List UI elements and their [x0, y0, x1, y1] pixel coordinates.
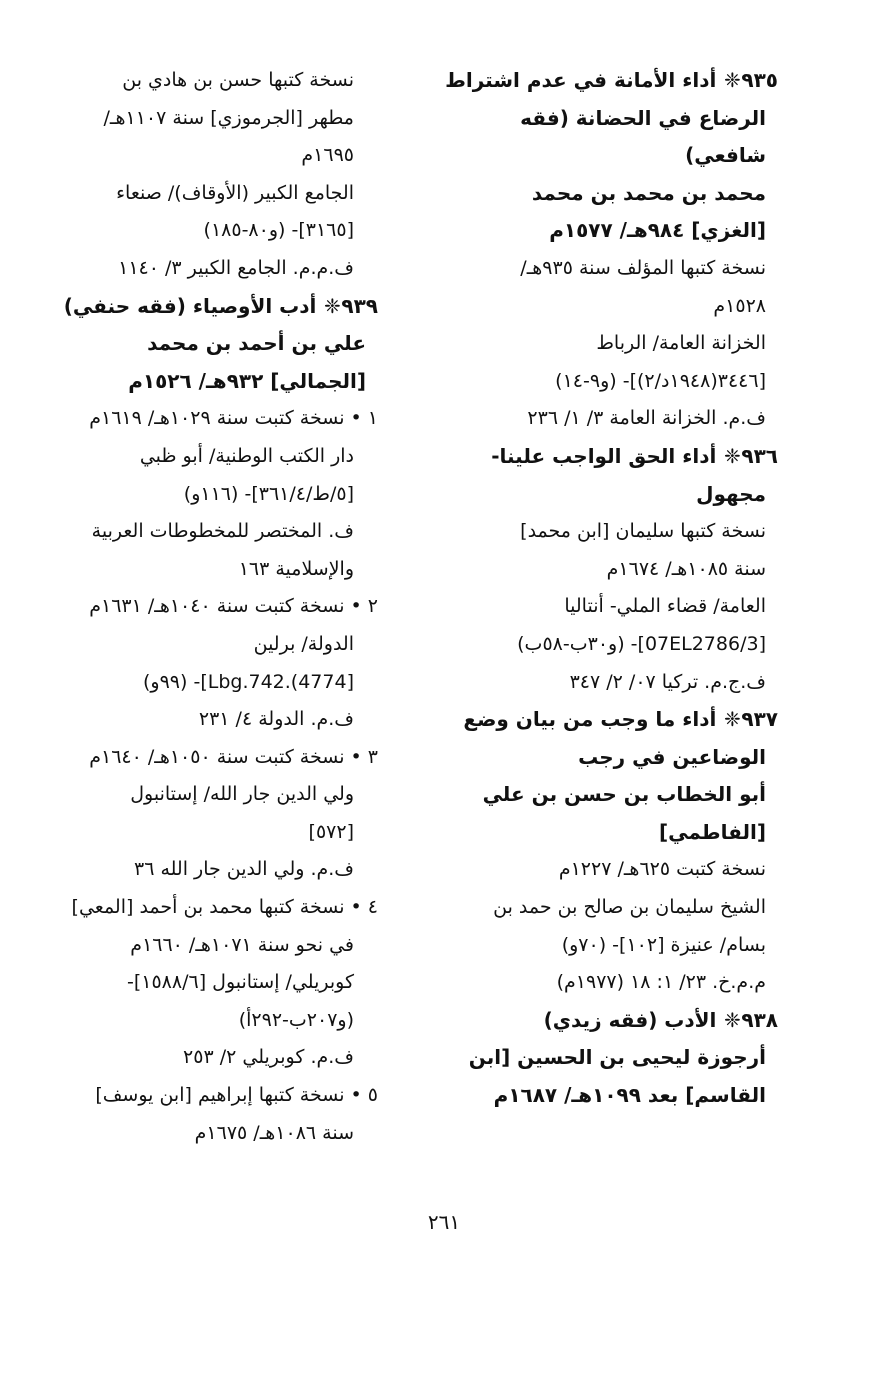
entry-line: [43, 814, 378, 852]
line-text: دار الكتب الوطنية/ أبو ظبي: [139, 444, 354, 467]
entry-line: [408, 212, 778, 250]
line-text: مطهر [الجرموزي] سنة ١١٠٧هـ/: [103, 106, 354, 129]
star-icon: ❈: [723, 443, 741, 468]
page-number: ٢٦١: [427, 1210, 461, 1234]
entry-line: [43, 250, 378, 288]
line-text: سنة ١٠٨٥هـ/ ١٦٧٤م: [606, 557, 766, 580]
star-icon: ❈: [723, 1007, 741, 1032]
entry-line: [408, 739, 778, 777]
line-text: الوضاعين في رجب: [578, 744, 766, 769]
line-text: أبو الخطاب بن حسن بن علي: [482, 782, 766, 807]
line-text: ١٦٩٥م: [301, 144, 354, 167]
entry-line: [43, 175, 378, 213]
entry-line: [43, 889, 378, 927]
line-text: ١ • نسخة كتبت سنة ١٠٢٩هـ/ ١٦١٩م: [89, 407, 378, 430]
entry-heading: [408, 62, 778, 100]
line-text: ف.م. ولي الدين جار الله ٣٦: [133, 858, 354, 881]
line-text: ف.ج.م. تركيا ٠٧/ ٢/ ٣٤٧: [569, 670, 766, 693]
line-text: ٥ • نسخة كتبها إبراهيم [ابن يوسف]: [95, 1084, 378, 1107]
entry-line: [408, 288, 778, 326]
line-text: أداء ما وجب من بيان وضع: [463, 707, 717, 732]
entry-line: [408, 400, 778, 438]
entry-line: [43, 438, 378, 476]
line-text: الدولة/ برلين: [253, 632, 354, 655]
entry-line: [408, 513, 778, 551]
entry-line: [408, 927, 778, 965]
entry-line: [43, 363, 378, 401]
entry-line: [43, 325, 378, 363]
entry-line: [408, 137, 778, 175]
line-text: ١٥٢٨م: [713, 294, 766, 317]
entry-line: [408, 100, 778, 138]
entry-line: [408, 551, 778, 589]
entry-line: [408, 1039, 778, 1077]
entry-number: ٩٣٩: [341, 293, 378, 318]
entry-line: [408, 250, 778, 288]
entry-line: [408, 476, 778, 514]
line-text: سنة ١٠٨٦هـ/ ١٦٧٥م: [194, 1121, 354, 1144]
line-text: والإسلامية ١٦٣: [238, 557, 354, 580]
star-icon: ❈: [323, 293, 341, 318]
right-column: [408, 62, 778, 1115]
line-text: الجامع الكبير (الأوقاف)/ صنعاء: [116, 181, 354, 204]
entry-heading: [408, 438, 778, 476]
line-text: ٤ • نسخة كتبها محمد بن أحمد [المعي]: [71, 896, 378, 919]
entry-number: ٩٣٥: [741, 68, 778, 92]
entry-line: [408, 889, 778, 927]
entry-line: [43, 776, 378, 814]
line-text: [٥٧٢]: [308, 820, 354, 843]
entry-number: ٩٣٧: [741, 707, 778, 732]
entry-line: [408, 814, 778, 852]
entry-line: [43, 400, 378, 438]
line-text: [الغزي] ٩٨٤هـ/ ١٥٧٧م: [549, 218, 766, 243]
line-text: الأدب (فقه زيدي): [543, 1007, 717, 1032]
line-text: ٢ • نسخة كتبت سنة ١٠٤٠هـ/ ١٦٣١م: [89, 595, 378, 618]
line-text: شافعي): [685, 143, 766, 168]
line-text: ٣ • نسخة كتبت سنة ١٠٥٠هـ/ ١٦٤٠م: [89, 745, 378, 768]
entry-line: [43, 851, 378, 889]
entry-line: [43, 664, 378, 702]
entry-line: [408, 363, 778, 401]
entry-line: [43, 1077, 378, 1115]
entry-line: [43, 964, 378, 1002]
line-text: في نحو سنة ١٠٧١هـ/ ١٦٦٠م: [130, 933, 354, 956]
line-text: [٣١٦٥]- (و٨٠-١٨٥): [203, 219, 354, 242]
entry-heading: [408, 701, 778, 739]
entry-line: [43, 513, 378, 551]
entry-line: [43, 1115, 378, 1153]
entry-line: [43, 212, 378, 250]
entry-line: [43, 100, 378, 138]
line-text: كوبريلي/ إستانبول [١٥٨٨/٦]-: [126, 971, 354, 994]
entry-line: [43, 927, 378, 965]
line-text: [٥/ط/٣٦١/٤]- (١١٦و): [183, 482, 354, 505]
entry-heading: [408, 1002, 778, 1040]
entry-line: [408, 1077, 778, 1115]
line-text: بسام/ عنيزة [١٠٢]- (٧٠و): [561, 933, 766, 956]
line-text: القاسم] بعد ١٠٩٩هـ/ ١٦٨٧م: [493, 1083, 766, 1108]
star-icon: ❈: [723, 707, 741, 732]
entry-line: [408, 626, 778, 664]
line-text: [الجمالي] ٩٣٢هـ/ ١٥٢٦م: [128, 368, 366, 393]
entry-line: [43, 62, 378, 100]
line-text: ف.م. الدولة ٤/ ٢٣١: [198, 708, 354, 731]
entry-line: [43, 476, 378, 514]
entry-line: [43, 739, 378, 777]
entry-line: [43, 701, 378, 739]
line-text: أداء الأمانة في عدم اشتراط: [445, 68, 717, 92]
entry-line: [43, 1002, 378, 1040]
line-text: نسخة كتبها حسن بن هادي بن: [122, 69, 354, 91]
line-text: أداء الحق الواجب علينا-: [491, 443, 717, 468]
entry-line: [408, 851, 778, 889]
entry-line: [408, 964, 778, 1002]
entry-line: [43, 626, 378, 664]
entry-line: [408, 588, 778, 626]
line-text: أرجوزة ليحيى بن الحسين [ابن: [468, 1045, 766, 1070]
entry-line: [43, 1039, 378, 1077]
line-text: ف. المختصر للمخطوطات العربية: [91, 520, 354, 543]
line-text: [4774).Lbg.742]- (٩٩و): [143, 670, 354, 693]
entry-number: ٩٣٨: [741, 1007, 778, 1032]
line-text: العامة/ قضاء الملي- أنتاليا: [564, 595, 766, 618]
entry-line: [43, 137, 378, 175]
entry-line: [408, 664, 778, 702]
line-text: [٣٤٤٦(١٩٤٨د/٢)]- (و٩-١٤): [555, 369, 766, 392]
line-text: أدب الأوصياء (فقه حنفي): [63, 293, 317, 318]
line-text: نسخة كتبها سليمان [ابن محمد]: [520, 520, 766, 543]
line-text: ف.م. كوبريلي ٢/ ٢٥٣: [183, 1046, 354, 1069]
line-text: [07EL2786/3]- (و٣٠ب-٥٨ب): [517, 632, 766, 655]
line-text: الشيخ سليمان بن صالح بن حمد بن: [493, 896, 766, 919]
left-column: [43, 62, 378, 1152]
entry-number: ٩٣٦: [741, 443, 778, 468]
line-text: الرضاع في الحضانة (فقه: [520, 105, 766, 130]
entry-line: [408, 325, 778, 363]
line-text: م.م.خ. ٢٣/ ١: ١٨ (١٩٧٧م): [556, 971, 766, 994]
entry-line: [43, 588, 378, 626]
entry-heading: [43, 288, 378, 326]
line-text: علي بن أحمد بن محمد: [147, 331, 366, 356]
line-text: مجهول: [696, 481, 766, 506]
line-text: نسخة كتبت ٦٢٥هـ/ ١٢٢٧م: [558, 858, 766, 881]
star-icon: ❈: [723, 68, 741, 92]
line-text: نسخة كتبها المؤلف سنة ٩٣٥هـ/: [520, 256, 766, 279]
line-text: ف.م. الخزانة العامة ٣/ ١/ ٢٣٦: [527, 407, 766, 430]
entry-line: [408, 175, 778, 213]
line-text: ولي الدين جار الله/ إستانبول: [130, 783, 354, 806]
line-text: (و٢٠٧ب-٢٩٢أ): [238, 1008, 354, 1031]
line-text: [الفاطمي]: [658, 819, 766, 844]
line-text: محمد بن محمد بن محمد: [531, 180, 766, 205]
line-text: ف.م.م. الجامع الكبير ٣/ ١١٤٠: [118, 256, 354, 279]
entry-line: [408, 776, 778, 814]
entry-line: [43, 551, 378, 589]
line-text: الخزانة العامة/ الرباط: [596, 332, 766, 355]
